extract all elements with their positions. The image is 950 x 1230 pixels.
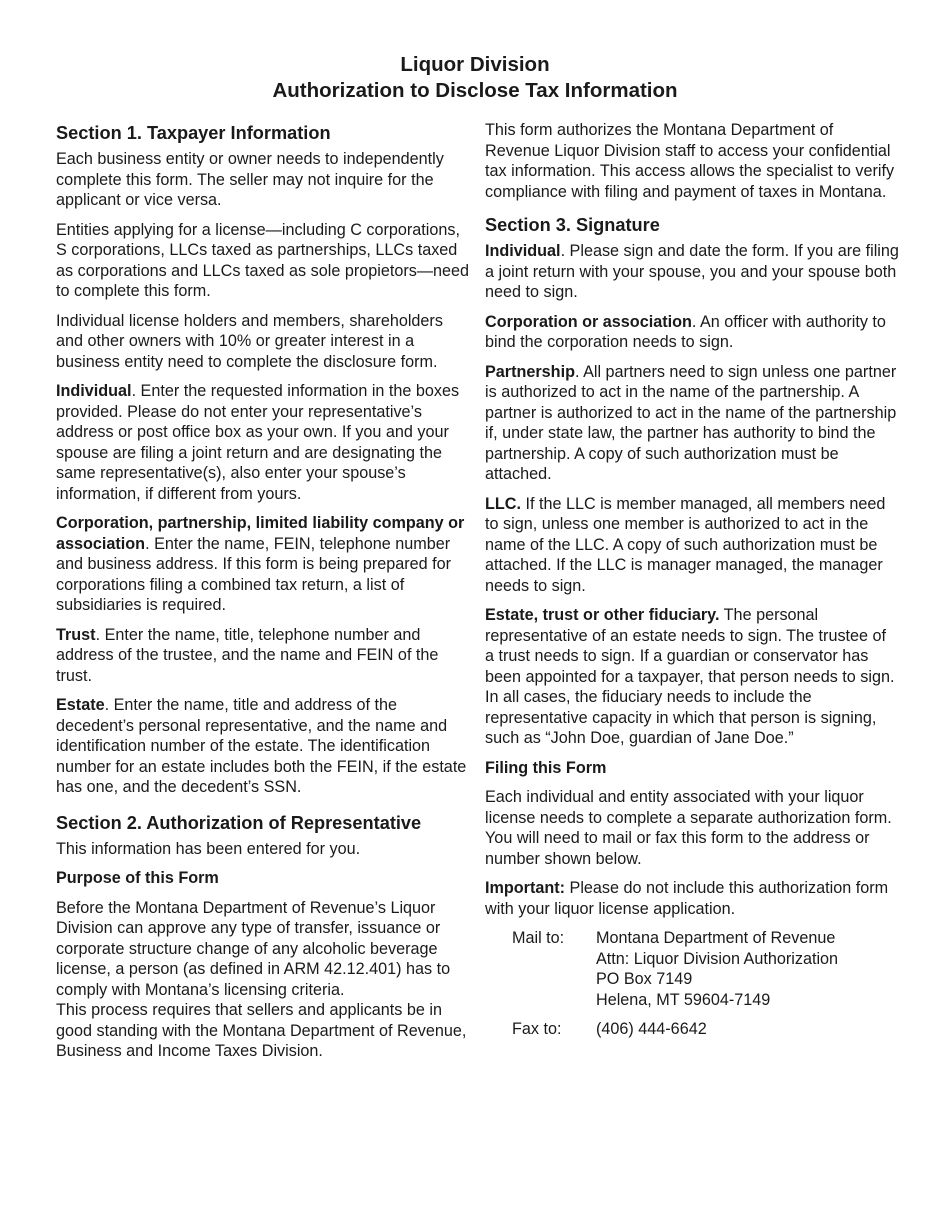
fax-number: (406) 444-6642 <box>596 1020 707 1038</box>
form-intro: This form authorizes the Montana Department of Revenue Liquor Division staff to access your confidential tax information. This access allows the specialist to verify compliance with filing and payment of taxes in Montana. <box>485 121 895 201</box>
corporation-signature <box>485 312 899 353</box>
section-2-title: Section 2. Authorization of Representative <box>56 812 422 833</box>
individual-text: . Enter the requested information in the boxes provided. Please do not enter your representative’s address or post office box as your own. If you and your spouse are filing a joint return and are designating the same representative(s), also enter your spouse’s information, if different from yours. <box>56 382 460 503</box>
estate-text: . Enter the name, title and address of the decedent’s personal representative, and the name and identification number of the estate. The identification number for an estate includes both the FEIN, if the estate has one, and the decedent’s SSN. <box>56 696 467 796</box>
trust-label: Trust <box>56 625 96 644</box>
estate-instructions <box>56 695 470 798</box>
mailing-address-line: Helena, MT 59604-7149 <box>596 990 771 1009</box>
individual-signature-text: . Please sign and date the form. If you are filing a joint return with your spouse, you and your spouse both need to sign. <box>485 242 899 301</box>
individual-label: Individual <box>56 382 132 400</box>
section-3-title: Section 3. Signature <box>485 215 660 235</box>
section-2-paragraph: This information has been entered for you. <box>56 839 361 858</box>
partnership-signature <box>485 362 899 485</box>
mail-to-label: Mail to: <box>512 929 565 947</box>
fiduciary-signature-label: Estate, trust or other fiduciary. <box>485 606 720 624</box>
mailing-address-line: Montana Department of Revenue <box>596 929 836 947</box>
section-1-paragraph-2: Entities applying for a license—including C corporations, S corporations, LLCs taxed as partnerships, LLCs taxed as corporations and LLCs taxed as sole propietors—need to complete this form. <box>56 220 470 300</box>
section-1-paragraph-3: Individual license holders and members, shareholders and other owners with 10% or greater interest in a business entity need to complete the disclosure form. <box>56 311 443 371</box>
partnership-signature-label: Partnership <box>485 362 575 381</box>
right-column <box>485 120 899 1049</box>
section-1-paragraph-1: Each business entity or owner needs to independently complete this form. The seller may not inquire for the applicant or vice versa. <box>56 150 444 209</box>
left-column <box>56 120 470 1062</box>
fiduciary-signature-text: The personal representative of an estate needs to sign. The trustee of a trust needs to sign. If a guardian or conservator has been appointed for a taxpayer, that person needs to sign. In all cases, the fiduciary needs to include the representative capacity in which that person is signing, such as “John Doe, guardian of Jane Doe.” <box>485 606 895 747</box>
corporation-signature-label: Corporation or association <box>485 312 692 331</box>
mailing-address <box>596 928 838 1010</box>
important-text: Please do not include this authorization form with your liquor license application. <box>485 879 889 918</box>
fiduciary-signature <box>485 605 899 749</box>
mailing-address-line: Attn: Liquor Division Authorization <box>596 949 839 968</box>
section-1-title: Section 1. Taxpayer Information <box>56 123 331 143</box>
partnership-signature-text: . All partners need to sign unless one partner is authorized to act in the name of the partnership. A partner is authorized to act in the name of the partnership if, under state law, the partner has authority to bind the partnership. A copy of such authorization must be attached. <box>485 362 897 483</box>
important-label: Important: <box>485 879 566 897</box>
document-header <box>0 52 950 104</box>
estate-label: Estate <box>56 696 105 714</box>
important-note <box>485 878 899 919</box>
filing-paragraph: Each individual and entity associated with your liquor license needs to complete a separate authorization form. You will need to mail or fax this form to the address or number shown below. <box>485 788 892 868</box>
llc-signature-label: LLC. <box>485 494 521 513</box>
form-title: Authorization to Disclose Tax Information <box>272 79 678 102</box>
purpose-text-1: Before the Montana Department of Revenue’s Liquor Division can approve any type of transfer, issuance or corporate structure change of any alcoholic beverage license, a person (as defined in ARM 42.12.401) has to comply with Montana’s licensing criteria. <box>56 898 451 999</box>
mail-to-block <box>512 928 899 1010</box>
fax-to-block <box>512 1019 899 1040</box>
division-title: Liquor Division <box>400 53 550 76</box>
llc-signature <box>485 494 899 597</box>
corporation-signature-text: . An officer with authority to bind the corporation needs to sign. <box>485 312 886 351</box>
purpose-text-2: This process requires that sellers and applicants be in good standing with the Montana Department of Revenue, Business and Income Taxes Division. <box>56 1001 467 1060</box>
trust-instructions <box>56 625 470 687</box>
corporation-text: . Enter the name, FEIN, telephone number and business address. If this form is being prepared for corporations filing a combined tax return, a list of subsidiaries is required. <box>56 534 452 614</box>
individual-signature <box>485 241 899 303</box>
individual-signature-label: Individual <box>485 242 561 260</box>
filing-title: Filing this Form <box>485 758 607 777</box>
purpose-paragraph <box>56 898 470 1062</box>
corporation-label: Corporation, partnership, limited liability company or association <box>56 514 465 553</box>
fax-to-label: Fax to: <box>512 1020 562 1038</box>
llc-signature-text: If the LLC is member managed, all members need to sign, unless one member is authorized to act in the name of the LLC. A copy of such authorization must be attached. If the LLC is manager managed, the manager needs to sign. <box>485 494 886 595</box>
individual-instructions <box>56 381 470 504</box>
mailing-address-line: PO Box 7149 <box>596 970 693 988</box>
corporation-instructions <box>56 513 470 616</box>
trust-text: . Enter the name, title, telephone number and address of the trustee, and the name and FEIN of the trust. <box>56 625 439 685</box>
purpose-title: Purpose of this Form <box>56 869 219 887</box>
